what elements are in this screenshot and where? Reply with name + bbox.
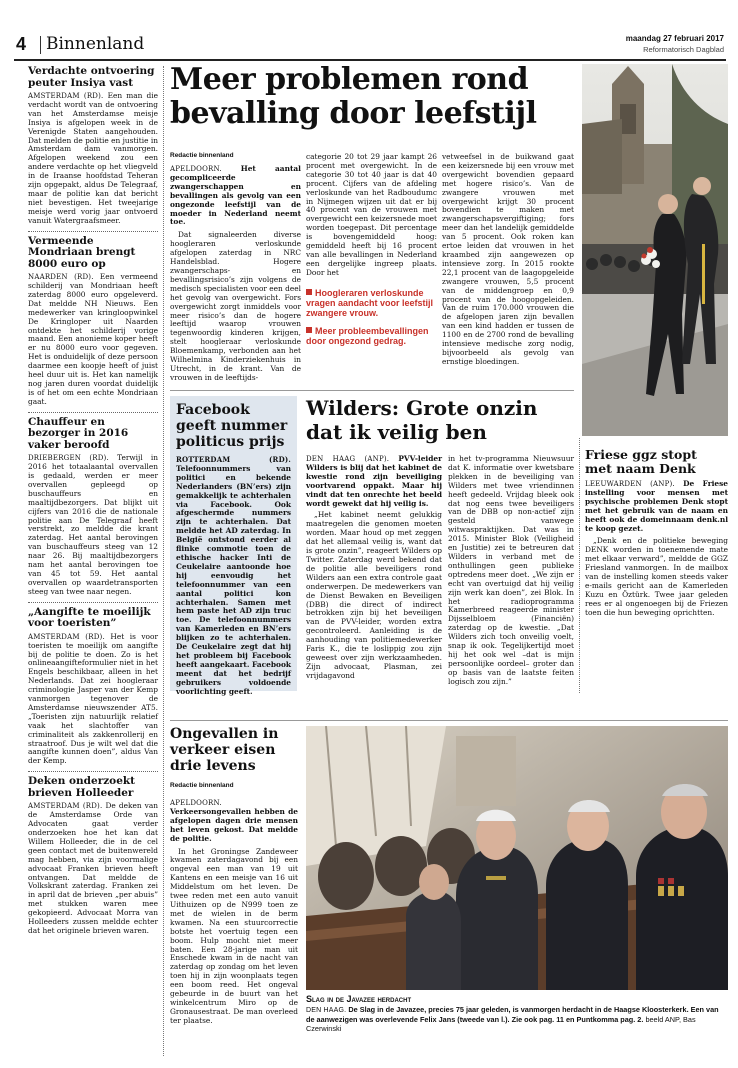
dateline: AMSTERDAM (RD).	[28, 632, 105, 641]
wilders-intro: PVV-leider Wilders is blij dat het kabinet de kwestie rond zijn beveiliging voortvarend oppakt. Maar hij vindt dat ten onrechte het beeld wordt gewekt dat hij veilig is.	[306, 454, 442, 508]
brief-text: De deken van de Amsterdamse Orde van Advocaten gaat verder onderzoeken hoe het kan dat Willem Holleeder, die in de cel geen contact met de buitenwereld mag hebben, via zijn voormalige advocaat Franken brieven heeft ontvangen. Dat meldde de Volkskrant zaterdag. Franken zei in april dat de brieven „per abuis” met stukken waren mee gekopieerd. Advocaat Morra van Holleeders zussen meldde echter dat het originele brieven waren.	[28, 801, 158, 935]
ongevallen-article	[170, 726, 298, 1026]
section-title: Binnenland	[46, 34, 145, 54]
page-number: 4	[16, 34, 27, 54]
photo-caption	[306, 994, 728, 1033]
denk-text: „Denk en de politieke beweging DENK worden in toenemende mate met elkaar verward”, meldde de GGZ Friesland vanmorgen. In de mailbox van de instelling komen steeds vaker e-mails gericht aan de Kamerleden Kuzu en Öztürk. Twee jaar geleden rees er al ongenoegen bij de Friezen toen die hun beweging oprichtten.	[585, 536, 728, 617]
pull-quote-1: Hoogleraren verloskunde vragen aandacht voor leefstijl zwangere vrouw.	[306, 287, 434, 318]
lead-headline: Meer problemen rond bevalling door leefstijl	[170, 62, 537, 131]
ongevallen-byline: Redactie binnenland	[170, 782, 234, 789]
brief-chauffeur	[28, 417, 158, 597]
dateline: LEEUWARDEN (ANP).	[585, 480, 675, 488]
dateline: ROTTERDAM (RD).	[176, 455, 291, 464]
lead-col-1	[170, 165, 301, 383]
lead-col-3	[442, 153, 574, 367]
lead-byline: Redactie binnenland	[170, 152, 234, 159]
wilders-col-2	[448, 455, 574, 687]
facebook-box	[170, 396, 297, 696]
dateline: NAARDEN (RD).	[28, 273, 94, 282]
lead-text-1: Dat signaleerden diverse hoogleraren verloskunde afgelopen zaterdag in NRC Handelsblad. Hogere zwangerschaps- en bevallingsrisico’s zijn volgens de medisch specialisten voor een deel het gevolg van overgewicht. Fors overgewicht zorgt inmiddels voor meer risico’s dan de hogere leeftijd waarop vrouwen tegenwoordig kinderen krijgen, stelt hoogleraar verloskunde Bloemenkamp, verbonden aan het Wilhelmina Kinderziekenhuis in Utrecht, in de krant. Van de vrouwen in de leeftijds-	[170, 230, 301, 382]
procession-photo	[582, 64, 728, 436]
dateline: DEN HAAG.	[306, 1007, 347, 1014]
denk-intro: De Friese instelling voor mensen met psychische problemen Denk stopt met het gebruik van de naam en heeft ook de domeinnaam denk.nl te koop gezet.	[585, 479, 728, 533]
dateline: AMSTERDAM (RD).	[28, 802, 103, 811]
brief-aangifte	[28, 607, 158, 767]
lead-text-3: vetweefsel in de buikwand gaat een keizersnede bij een vrouw met overgewicht bovendien gepaard met hogere risico’s. Van de zwangere vrouwen met overgewicht krijgt 30 procent bovendien te maken met zwangerschapsvergiftiging; fors meer dan het landelijk gemiddelde van 5 procent. Ook roken kan ertoe leiden dat vrouwen in het kraambed zijn aangewezen op intensieve zorg. In 2015 rookte 22,1 procent van de laagopgeleide zwangere vrouwen, 5,5 procent van de middengroep en 0,9 procent van de hoogopgeleiden. Van de ruim 170.000 vrouwen die de afgelopen jaren zijn bevallen van een kind hadden er tussen de 1100 en de 2700 rond de bevalling intensieve medische zorg nodig, bijvoorbeeld als gevolg van ernstige bloedingen.	[442, 152, 574, 366]
caption-text: De Slag in de Javazee, precies 75 jaar geleden, is vanmorgen herdacht in de Haagse Kloosterkerk. Een van de aanwezigen was overlevende Felix Jans (tweede van l.). Zie ook pag. 11 en Puntkomma pag. 2.	[306, 1005, 719, 1024]
brief-title: „Aangifte te moeilijk voor toeristen”	[28, 605, 151, 630]
dateline: APELDOORN.	[170, 799, 222, 807]
ongevallen-headline: Ongevallen in verkeer eisen drie levens	[170, 726, 279, 774]
denk-article	[585, 448, 728, 618]
brief-title: Chauffeur en bezorger in 2016 vaker beroofd	[28, 415, 129, 451]
brief-text: Het is voor toeristen te moeilijk om aangifte bij de politie te doen. Zo is het onlineaangifteformulier niet in het Engels beschikbaar, alleen in het Nederlands. Dat zei hoogleraar criminologie Jasper van der Kemp vanmorgen tegenover de Amsterdamse nieuwszender AT5. „Toeristen zijn natuurlijk relatief vaak het slachtoffer van criminaliteit als zakkenrollerij en straatroof. Dus je wilt wel dat die aangifte kunnen doen”, aldus Van der Kemp.	[28, 631, 158, 766]
paper-name: Reformatorisch Dagblad	[643, 45, 724, 54]
brief-text: Terwijl in 2016 het totaalaantal overvallen is gedaald, werden er meer overvallen gepleegd op buschauffeurs en maaltijdbezorgers. Dat blijkt uit cijfers van 2016 die de nationale politie aan De Telegraaf heeft verstrekt, zo meldde die krant zaterdag. Het aantal berovingen van buschauffeurs steeg van 12 naar 26. Bij maaltijdbezorgers nam het aantal berovingen toe van 45 tot 59. Het aantal overvallen op waardetransporten steeg van twee naar negen.	[28, 453, 158, 596]
wilders-col-1	[306, 455, 442, 681]
veterans-photo-image	[306, 726, 728, 990]
brief-mondriaan	[28, 236, 158, 407]
brief-title: Deken onderzoekt brieven Holleeder	[28, 775, 135, 799]
brief-insiya	[28, 66, 158, 226]
page-header	[14, 26, 726, 56]
brief-title: Vermeende Mondriaan brengt 8000 euro op	[28, 234, 136, 270]
ongevallen-text: In het Groningse Zandeweer kwamen zaterdagavond bij een ongeval een man van 19 uit Kantens en een meisje van 16 uit Middelstum om het leven. De twee reden met een auto vanuit Uithuizen op de N999 toen ze met de wielen in de berm kwamen. Na een stuurcorrectie botste het voertuig tegen een boom. Hulp mocht niet meer baten. Een 28-jarige man uit Enschede kwam in de nacht van zaterdag op zondag om het leven toen hij in zijn woonplaats tegen een boom reed. Het ongeval gebeurde in de buurt van het winkelcentrum Miro op de Gronausestraat. De man overleed ter plaatse.	[170, 846, 298, 1025]
dateline: DEN HAAG (ANP).	[306, 455, 390, 463]
facebook-headline: Facebook geeft nummer politicus prijs	[176, 402, 288, 450]
lead-text-2: categorie 20 tot 29 jaar kampt 26 procent met overgewicht. In de categorie 30 tot 40 jaar is dat 40 procent. Cijfers van de afdeling verloskunde van het Radboudumc in Nijmegen wijzen uit dat er bij 40 procent van de vrouwen met overgewicht een keizersnede moet worden toegepast. Dit percentage is bovengemiddeld hoog: gemiddeld heeft bij 16 procent van alle bevallingen in Nederland een dergelijke ingreep plaats. Door het	[306, 152, 437, 277]
wilders-headline: Wilders: Grote onzin dat ik veilig ben	[306, 396, 538, 444]
denk-headline: Friese ggz stopt met naam Denk	[585, 447, 697, 476]
wilders-text-1: „Het kabinet neemt gelukkig maatregelen die genomen moeten worden. Maar houd op met zeggen dat het allemaal veilig is, want dat is grote onzin”, reageert Wilders op Twitter. Zaterdag werd bekend dat de politie alle beveiligers rond Wilders aan een extra controle gaat onderwerpen. De medewerkers van de Dienst Bewaken en Beveiligen (DBB) die direct of indirect betrokken zijn bij het beveiligen van de PVV-leider, worden extra gecontroleerd. Aanleiding is de aanhouding van politiemedewerker Faris K., die te loslippig zou zijn geweest over zijn werkzaamheden. Zijn advocaat, Plasman, zei vrijdagavond	[306, 510, 442, 680]
photo-credit: beeld ANP, Bas Czerwinski	[306, 1014, 696, 1033]
ongevallen-intro: Verkeersongevallen hebben de afgelopen dagen drie mensen het leven gekost. Dat meldde de politie.	[170, 806, 298, 843]
wilders-text-2: in het tv-programma Nieuwsuur dat K. informatie over kwetsbare plekken in de beveiliging van Wilders met twee vriendinnen heeft gedeeld. Vrijdag bleek ook dat nog eens twee beveiligers van de DBB op non-actief zijn gesteld vanwege witwaspraktijken. Dat was in 2015. Minister Blok (Veiligheid en Justitie) zei te betreuren dat Wilders in verband met de onthullingen geen publieke optredens meer doet. „We zijn er echt van overtuigd dat hij veilig zijn werk kan doen”, zei Blok. In het radioprogramma Kamerbreed reageerde minister Dijsselbloem (Financiën) zaterdag op de kwestie. „Dat Wilders zich toch onveilig voelt, snap ik ook. Tegelijkertijd moet hij het ook wel –dat is mijn persoonlijke oordeel– groter dan op basis van de laatste feiten logisch zou zijn.”	[448, 454, 574, 686]
dateline: AMSTERDAM (RD).	[28, 92, 104, 100]
issue-date: maandag 27 februari 2017	[625, 34, 724, 43]
sidebar-briefs	[28, 66, 158, 936]
facebook-text: Telefoonnummers van politici en bekende Nederlanders (BN’ers) zijn gemakkelijk te achterhalen via Facebook. Ook afgeschermde nummers zijn te achterhalen. Dat meldde het AD zaterdag. In België ontstond eerder al flinke commotie toen de ethische hacker Inti de Ceukelaire aantoonde hoe hij eenvoudig het telefoonnummer van een aantal politici kon achterhalen. Samen met hem paste het AD zijn truc toe. De telefoonnummers van Kamerleden en BN’ers blijken zo te achterhalen. De Ceukelaire zegt dat hij het probleem bij Facebook heeft aangekaart. Facebook meent dat het bedrijf gebruikers voldoende voorlichting geeft.	[176, 463, 291, 696]
brief-text: Een man die verdacht wordt van de ontvoering van het Amsterdamse meisje Insiya is afgelopen week in de Verenigde Staten aangehouden. Dat melden de politie en justitie in Amsterdam dam vanmorgen. Afgelopen weekend zou een andere verdachte op het vliegveld in de Iraanse hoofdstad Teheran zijn opgepakt, aldus De Telegraaf, maar de politie kan dat bericht niet bevestigen. Het tweejarige meisje werd vorig jaar ontvoerd vanuit Watergraafsmeer.	[28, 91, 158, 225]
lead-col-2	[306, 153, 437, 346]
brief-text: Een vermeend schilderij van Mondriaan heeft zaterdag 8000 euro opgeleverd. Dat meldde NH Nieuws. Een medewerker van kringloopwinkel De Kringloper uit Naarden ontdekte het schilderij vorige maand. Een anonieme koper heeft er nu 8000 euro voor gegeven. Het is onduidelijk of deze persoon daarmee een koopje heeft of juist heel duur uit is. Het kan namelijk nog jaren duren voordat duidelijk is of het om een echte Mondriaan gaat.	[28, 272, 158, 406]
brief-title: Verdachte ontvoering peuter Insiya vast	[28, 65, 155, 89]
lead-intro: Het aantal gecompliceerde zwangerschappen en bevallingen als gevolg van een ongezonde leefstijl van de moeder in Nederland neemt toe.	[170, 164, 301, 227]
dateline: APELDOORN.	[170, 165, 222, 173]
veterans-photo	[306, 726, 728, 990]
brief-holleeder	[28, 776, 158, 936]
dateline: DRIEBERGEN (RD).	[28, 454, 109, 463]
caption-title: Slag in de Javazee herdacht	[306, 994, 412, 1004]
pull-quote-2: Meer probleembevallingen door ongezond gedrag.	[306, 325, 429, 346]
procession-photo-image	[582, 64, 728, 436]
